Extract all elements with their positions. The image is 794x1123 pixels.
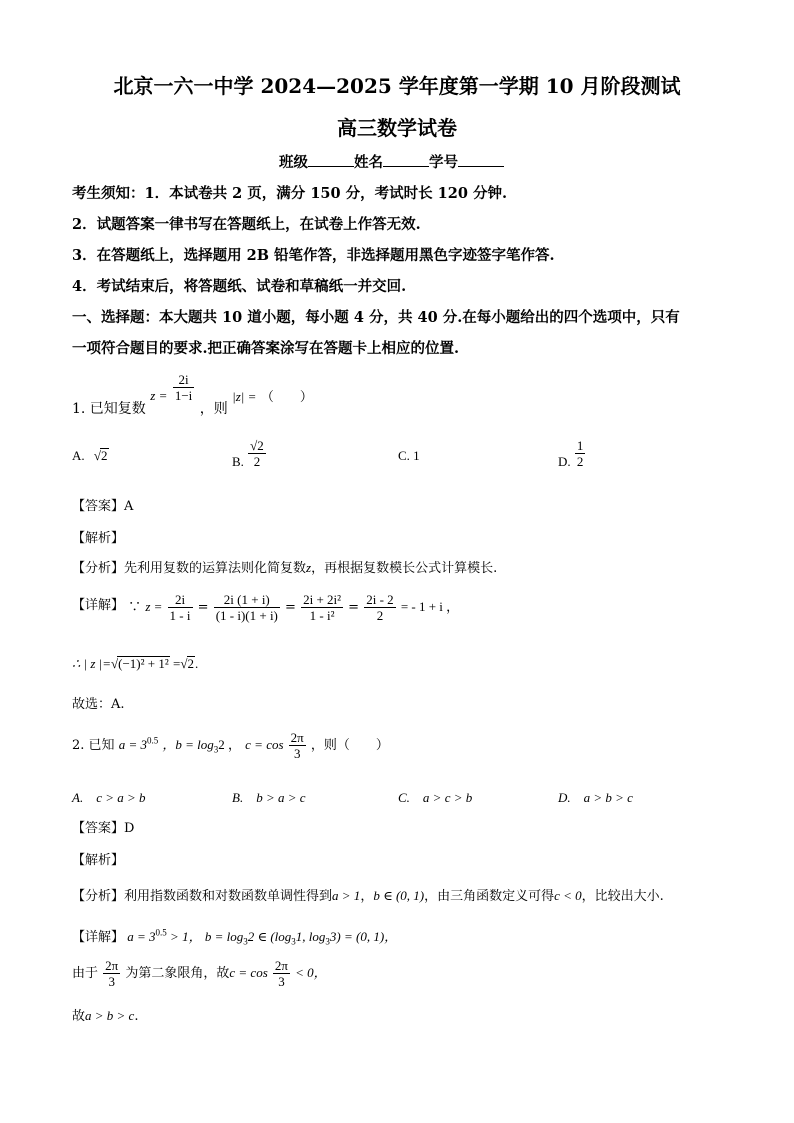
q2-l2-num2: 2π	[274, 958, 288, 973]
q2-a-def: a = 3	[118, 737, 147, 752]
q1-option-d-label: D.	[558, 454, 571, 470]
q2-detail-label: 【详解】	[72, 930, 125, 945]
notice-line-1: 考生须知：1．本试卷共 2 页，满分 150 分，考试时长 120 分钟.	[72, 185, 508, 202]
q1-option-a: A. √2	[72, 448, 108, 463]
q1-answer: 【答案】A	[72, 499, 134, 514]
q1-detail-frac-4-num: 2i - 2	[366, 592, 394, 607]
q1-option-d	[558, 438, 586, 469]
q1-detail-lhs: z =	[145, 599, 163, 614]
q1-detail-label: 【详解】	[72, 598, 125, 613]
q2-l2-den: 3	[108, 974, 115, 989]
q2-fenxi	[72, 885, 664, 904]
q2-fenxi-m3: c < 0	[554, 888, 582, 903]
q1-option-a-label: A.	[72, 448, 85, 463]
q1-detail-frac-3-den: 1 - i²	[309, 608, 335, 623]
q1-fraction-num: 2i	[173, 372, 194, 388]
q2-b-def: ，b = log	[162, 737, 214, 752]
q2-prefix: 2. 已知	[72, 738, 115, 753]
q2-fenxi-label: 【分析】	[72, 889, 125, 904]
notice-line-3: 3．在答题纸上，选择题用 2B 铅笔作答，非选择题用黑色字迹签字笔作答.	[72, 247, 555, 264]
q1-detail-frac-4	[364, 592, 395, 623]
q1-paren: （ ）	[260, 390, 313, 405]
q2-fenxi-text2: ，由三角函数定义可得	[424, 889, 555, 904]
q2-l3-m: a > b > c	[85, 1008, 135, 1023]
q1-option-b-label: B.	[232, 454, 244, 470]
q2-c-fraction	[289, 730, 306, 761]
q1-root-end: .	[195, 656, 199, 671]
exam-subtitle: 高三数学试卷	[337, 116, 457, 140]
q2-l3-end: .	[134, 1009, 139, 1024]
q2-l2-fraction-2	[273, 958, 290, 989]
q2-l2-fraction	[103, 958, 120, 989]
q1-fraction-den: 1−i	[174, 388, 193, 403]
q1-fenxi-var: z	[306, 560, 312, 575]
q2-d2-sub2: 3	[291, 936, 296, 947]
q1-fenxi-label: 【分析】	[72, 561, 125, 576]
q2-l2-num: 2π	[105, 958, 119, 973]
q2-a-exp: 0.5	[146, 735, 159, 746]
question-2-stem	[72, 730, 389, 761]
q1-option-c: C. 1	[398, 448, 420, 463]
q2-l2-den2: 3	[278, 974, 285, 989]
q1-detail-frac-4-den: 2	[376, 608, 384, 623]
q2-analysis-label: 【解析】	[72, 853, 125, 868]
q1-mid: ，则	[199, 401, 228, 417]
q2-detail-line-2	[72, 958, 327, 989]
q2-d1: a = 3	[127, 929, 156, 944]
question-1-stem	[72, 372, 313, 417]
q2-tail: ，则（ ）	[310, 738, 389, 753]
q2-option-d: D. a > b > c	[558, 790, 633, 805]
student-info-fields	[279, 151, 504, 172]
q2-b-tail: 2 ，	[218, 737, 242, 752]
q1-option-b-den: 2	[253, 454, 261, 469]
q1-detail-frac-2-den: (1 - i)(1 + i)	[215, 608, 278, 623]
q2-b-sub: 3	[213, 744, 219, 755]
q1-detail-frac-3	[301, 592, 343, 623]
q2-c-def: c = cos	[245, 737, 284, 752]
field-class-blank	[308, 152, 354, 167]
q2-d2-tail: 3) = (0, 1)，	[329, 929, 398, 944]
q2-fenxi-text: 利用指数函数和对数函数单调性得到	[124, 889, 333, 904]
q2-c-num: 2π	[290, 730, 304, 745]
q2-fenxi-c1: ，	[360, 889, 374, 904]
q2-option-c: C. a > c > b	[398, 790, 473, 805]
q1-z-eq: z =	[150, 387, 168, 403]
q2-d2-mid2: 1, log	[295, 929, 326, 944]
q2-fenxi-text3: ，比较出大小.	[581, 889, 664, 904]
q2-detail-line-3	[72, 1005, 138, 1024]
q2-d1-exp: 0.5	[155, 927, 167, 938]
field-class-label: 班级	[279, 154, 308, 171]
q1-option-b	[232, 438, 267, 469]
q1-root-eq: =	[173, 656, 181, 671]
q1-fenxi-text: 先利用复数的运算法则化简复数	[124, 561, 307, 576]
q2-detail-line-1	[72, 926, 397, 947]
q2-l3: 故	[72, 1009, 86, 1024]
q1-therefore: ∴ | z |=	[72, 656, 111, 671]
q2-d2-mid: 2 ∈ (log	[247, 929, 292, 944]
q2-c-den: 3	[293, 746, 301, 761]
q1-option-b-num: √2	[250, 438, 264, 453]
q1-modulus-line: ∴ | z |=√(−1)² + 1² =√2.	[72, 656, 199, 671]
q2-fenxi-m2: b ∈ (0, 1)	[373, 888, 425, 903]
q1-detail-frac-2-num: 2i (1 + i)	[214, 592, 280, 608]
q1-detail: 【详解】 ∵ z = $\frac{2i}{1 - i}$ = $\frac{2i (1 + i)}{(1 - i)(1 + i)}$ = $\frac{\text{2i + 2i²}}{\text{1 - i²}}$ = $\frac{2i - 2}{2}$ = - 1 + i ，	[72, 592, 460, 623]
q1-fraction	[173, 372, 194, 403]
field-name-label: 姓名	[354, 154, 383, 171]
q1-fenxi-text2: ，再根据复数模长公式计算模长.	[311, 561, 498, 576]
q2-option-a: A. c > a > b	[72, 790, 146, 805]
q1-abs: |z| =	[232, 389, 257, 404]
field-name-blank	[383, 152, 429, 167]
q2-answer: 【答案】D	[72, 821, 135, 836]
q2-l2-tail: < 0，	[295, 965, 327, 980]
notice-line-2: 2．试题答案一律书写在答题纸上，在试卷上作答无效.	[72, 216, 421, 233]
q1-fenxi	[72, 557, 497, 576]
q1-analysis-label: 【解析】	[72, 531, 125, 546]
q1-option-d-den: 2	[576, 454, 584, 469]
q1-detail-frac-3-num: 2i + 2i²	[303, 592, 342, 607]
q1-detail-result: = - 1 + i ，	[400, 599, 460, 614]
q1-root-val: 2	[187, 656, 194, 671]
q1-prefix: 1. 已知复数	[72, 401, 146, 417]
q1-option-d-fraction	[575, 438, 586, 469]
q1-detail-frac-1-num: 2i	[168, 592, 193, 608]
q2-d2-sub: 3	[243, 936, 248, 947]
q2-l2-mid: 为第二象限角，故	[125, 966, 230, 981]
q2-d2-sub3: 3	[325, 936, 330, 947]
section-1-line-2: 一项符合题目的要求.把正确答案涂写在答题卡上相应的位置.	[72, 340, 460, 357]
q2-option-b: B. b > a > c	[232, 790, 306, 805]
q1-detail-frac-2	[214, 592, 280, 623]
q1-option-d-num: 1	[576, 438, 584, 453]
q1-root-inner: (−1)² + 1²	[118, 656, 169, 671]
q2-l2-pre: 由于	[72, 966, 99, 981]
field-id-label: 学号	[429, 154, 458, 171]
q2-l2-c: c = cos	[229, 965, 268, 980]
q1-fraction-block	[150, 372, 195, 403]
q1-because: ∵	[128, 600, 142, 615]
section-1-line-1: 一、选择题：本大题共 10 道小题，每小题 4 分，共 40 分.在每小题给出的四个选项中，只有	[72, 309, 680, 326]
q2-d2: b = log	[204, 929, 244, 944]
notice-line-4: 4．考试结束后，将答题纸、试卷和草稿纸一并交回.	[72, 278, 407, 295]
q2-fenxi-m1: a > 1	[332, 888, 361, 903]
q1-option-a-value: 2	[101, 448, 108, 463]
q1-choose: 故选：A.	[72, 697, 125, 712]
q1-detail-frac-1	[168, 592, 193, 623]
exam-title: 北京一六一中学 2024—2025 学年度第一学期 10 月阶段测试	[113, 74, 681, 98]
q1-detail-frac-1-den: 1 - i	[169, 608, 191, 623]
q1-option-b-fraction	[248, 438, 266, 469]
q2-d1-tail: > 1，	[166, 929, 202, 944]
field-id-blank	[458, 152, 504, 167]
